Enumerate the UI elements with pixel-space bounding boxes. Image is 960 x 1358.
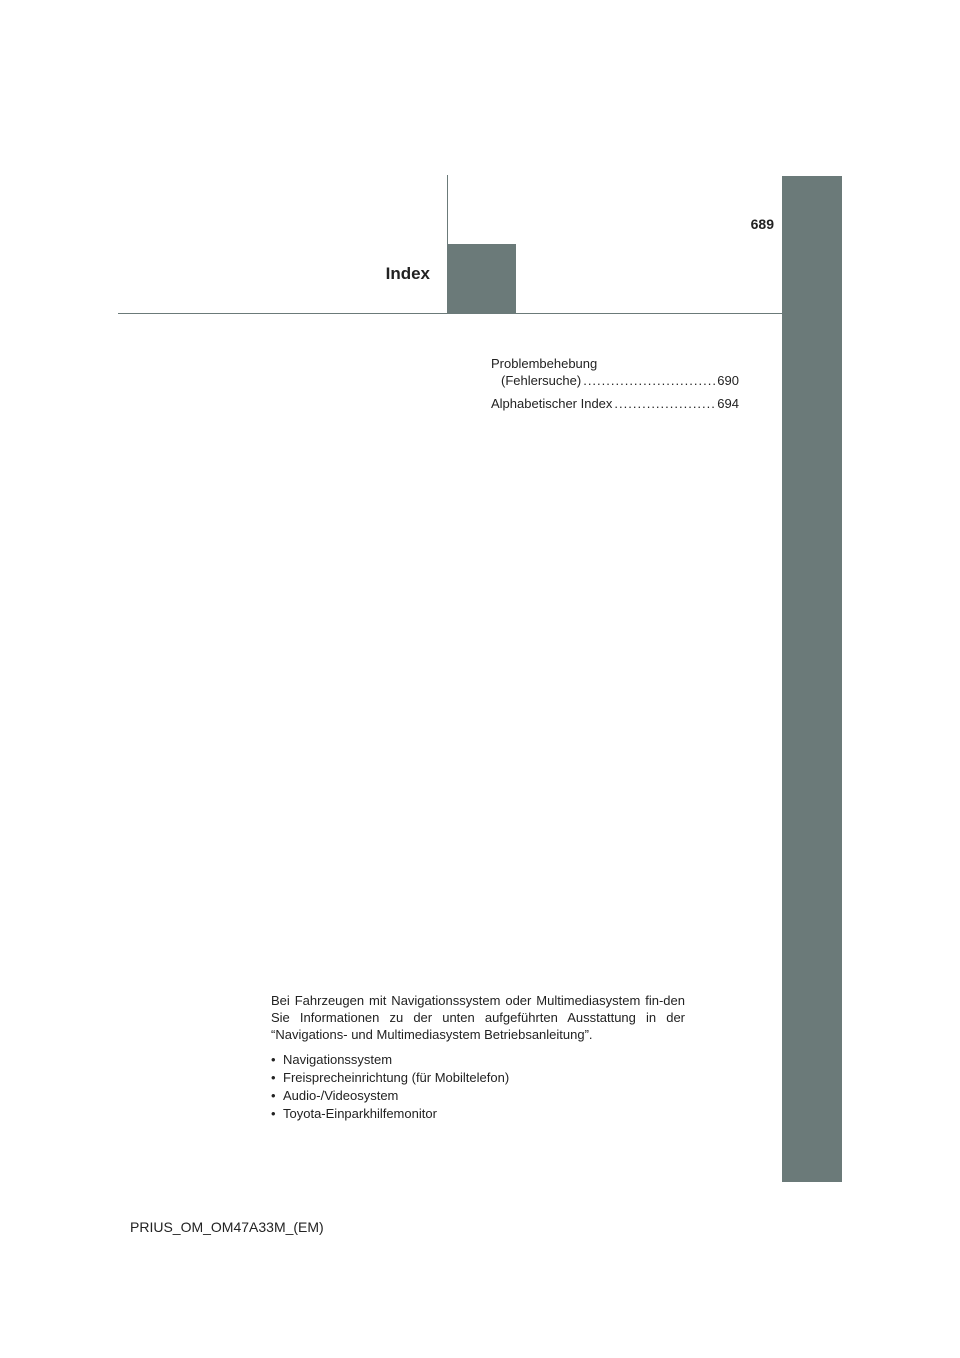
bullet-icon: • xyxy=(271,1052,276,1067)
page-number: 689 xyxy=(750,216,774,232)
toc-entry-label-line1: Problembehebung xyxy=(491,356,598,371)
header-horizontal-rule xyxy=(118,313,782,314)
bullet-icon: • xyxy=(271,1088,276,1103)
list-item xyxy=(271,1051,685,1069)
toc-entry-page: 690 xyxy=(717,373,739,388)
toc-leader-dots xyxy=(583,372,715,389)
list-item-text: Toyota-Einparkhilfemonitor xyxy=(283,1106,437,1121)
list-item-text: Audio-/Videosystem xyxy=(283,1088,399,1103)
note-paragraph: Bei Fahrzeugen mit Navigationssystem oder Multimediasystem fin-den Sie Informationen zu der unten aufgeführten Ausstattung in der “Navigations- und Multimediasystem Betriebsanleitung”. xyxy=(271,993,685,1042)
toc-entry-alphabetischer-index[interactable] xyxy=(491,395,739,412)
toc-entry-label-line2: (Fehlersuche) xyxy=(501,373,582,388)
chapter-title: Index xyxy=(385,264,430,283)
list-item xyxy=(271,1087,685,1105)
toc-entry-label: Alphabetischer Index xyxy=(491,396,613,411)
document-code-footer: PRIUS_OM_OM47A33M_(EM) xyxy=(130,1219,324,1235)
toc-entry-problembehebung[interactable] xyxy=(491,355,739,389)
bullet-icon: • xyxy=(271,1106,276,1121)
list-item-text: Navigationssystem xyxy=(283,1052,393,1067)
table-of-contents xyxy=(491,355,739,418)
chapter-marker-block xyxy=(448,244,516,314)
chapter-side-tab xyxy=(782,176,842,1182)
toc-leader-dots xyxy=(614,395,715,412)
list-item xyxy=(271,1105,685,1123)
bullet-icon: • xyxy=(271,1070,276,1085)
list-item xyxy=(271,1069,685,1087)
list-item-text: Freisprecheinrichtung (für Mobiltelefon) xyxy=(283,1070,510,1085)
toc-entry-page: 694 xyxy=(717,396,739,411)
navigation-note xyxy=(271,992,685,1123)
equipment-list xyxy=(271,1051,685,1123)
